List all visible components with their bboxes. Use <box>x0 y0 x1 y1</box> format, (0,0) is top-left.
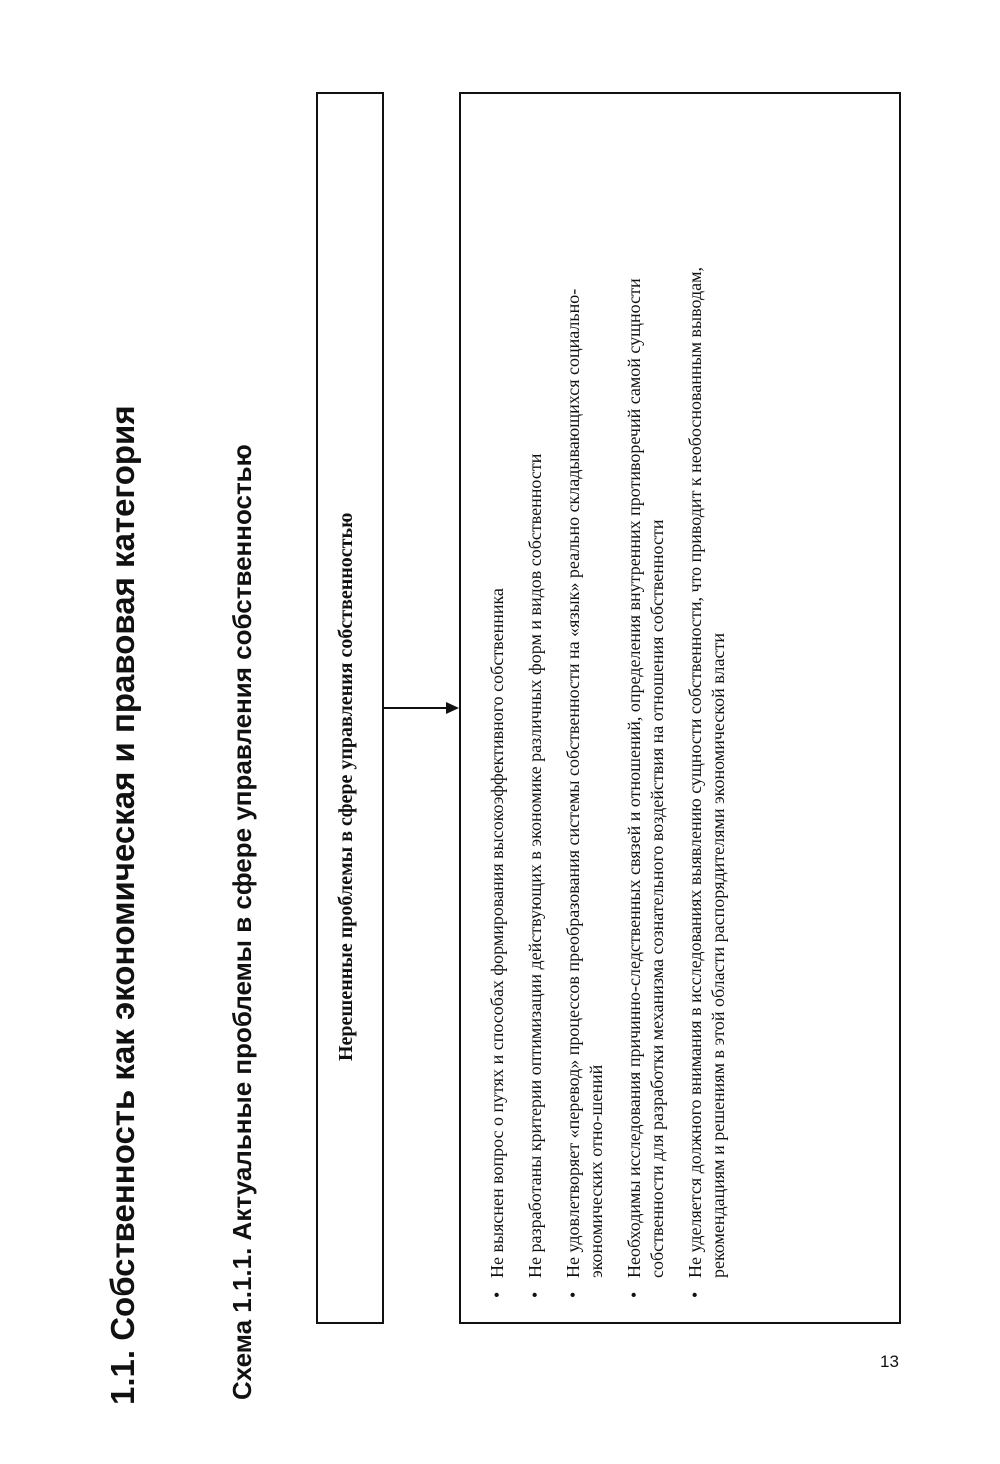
list-item-text: Не разработаны критерии оптимизации действующих в экономике различных форм и видов собственности <box>525 453 545 1278</box>
arrow-right-icon <box>384 698 460 718</box>
list-item <box>562 230 608 1300</box>
problems-header-text: Нерешенные проблемы в сфере управления собственностью <box>335 512 357 1061</box>
bullet-icon: • <box>685 1291 705 1298</box>
list-item-text: Необходимы исследования причинно-следственных связей и отношений, определения внутренних противоречий самой сущности собственности для разработки механизма сознательного воздействия на отношения собственности <box>624 278 667 1278</box>
bullet-icon: • <box>525 1291 545 1298</box>
list-item-text: Не уделяется должного внимания в исследованиях выявлению сущности собственности, что приводит к необоснованным выводам, рекомендациям и решениям в этой области распорядителями экономической власти <box>685 266 728 1278</box>
page-number: 13 <box>880 1352 899 1371</box>
list-item <box>623 230 669 1300</box>
problems-list <box>486 230 745 1300</box>
bullet-icon: • <box>563 1291 583 1298</box>
bullet-icon: • <box>624 1291 644 1298</box>
list-item-text: Не удовлетворяет «перевод» процессов преобразования системы собственности на «язык» реально складывающихся социально-экономических отно-шений <box>563 288 606 1278</box>
list-item <box>684 230 730 1300</box>
list-item-text: Не выяснен вопрос о путях и способах формирования высокоэффективного собственника <box>487 588 507 1278</box>
bullet-icon: • <box>487 1291 507 1298</box>
section-heading: 1.1. Собственность как экономическая и правовая категория <box>104 405 141 1405</box>
list-item <box>524 230 547 1300</box>
list-item <box>486 230 509 1300</box>
scheme-title: Схема 1.1.1. Актуальные проблемы в сфере управления собственностью <box>227 444 257 1400</box>
